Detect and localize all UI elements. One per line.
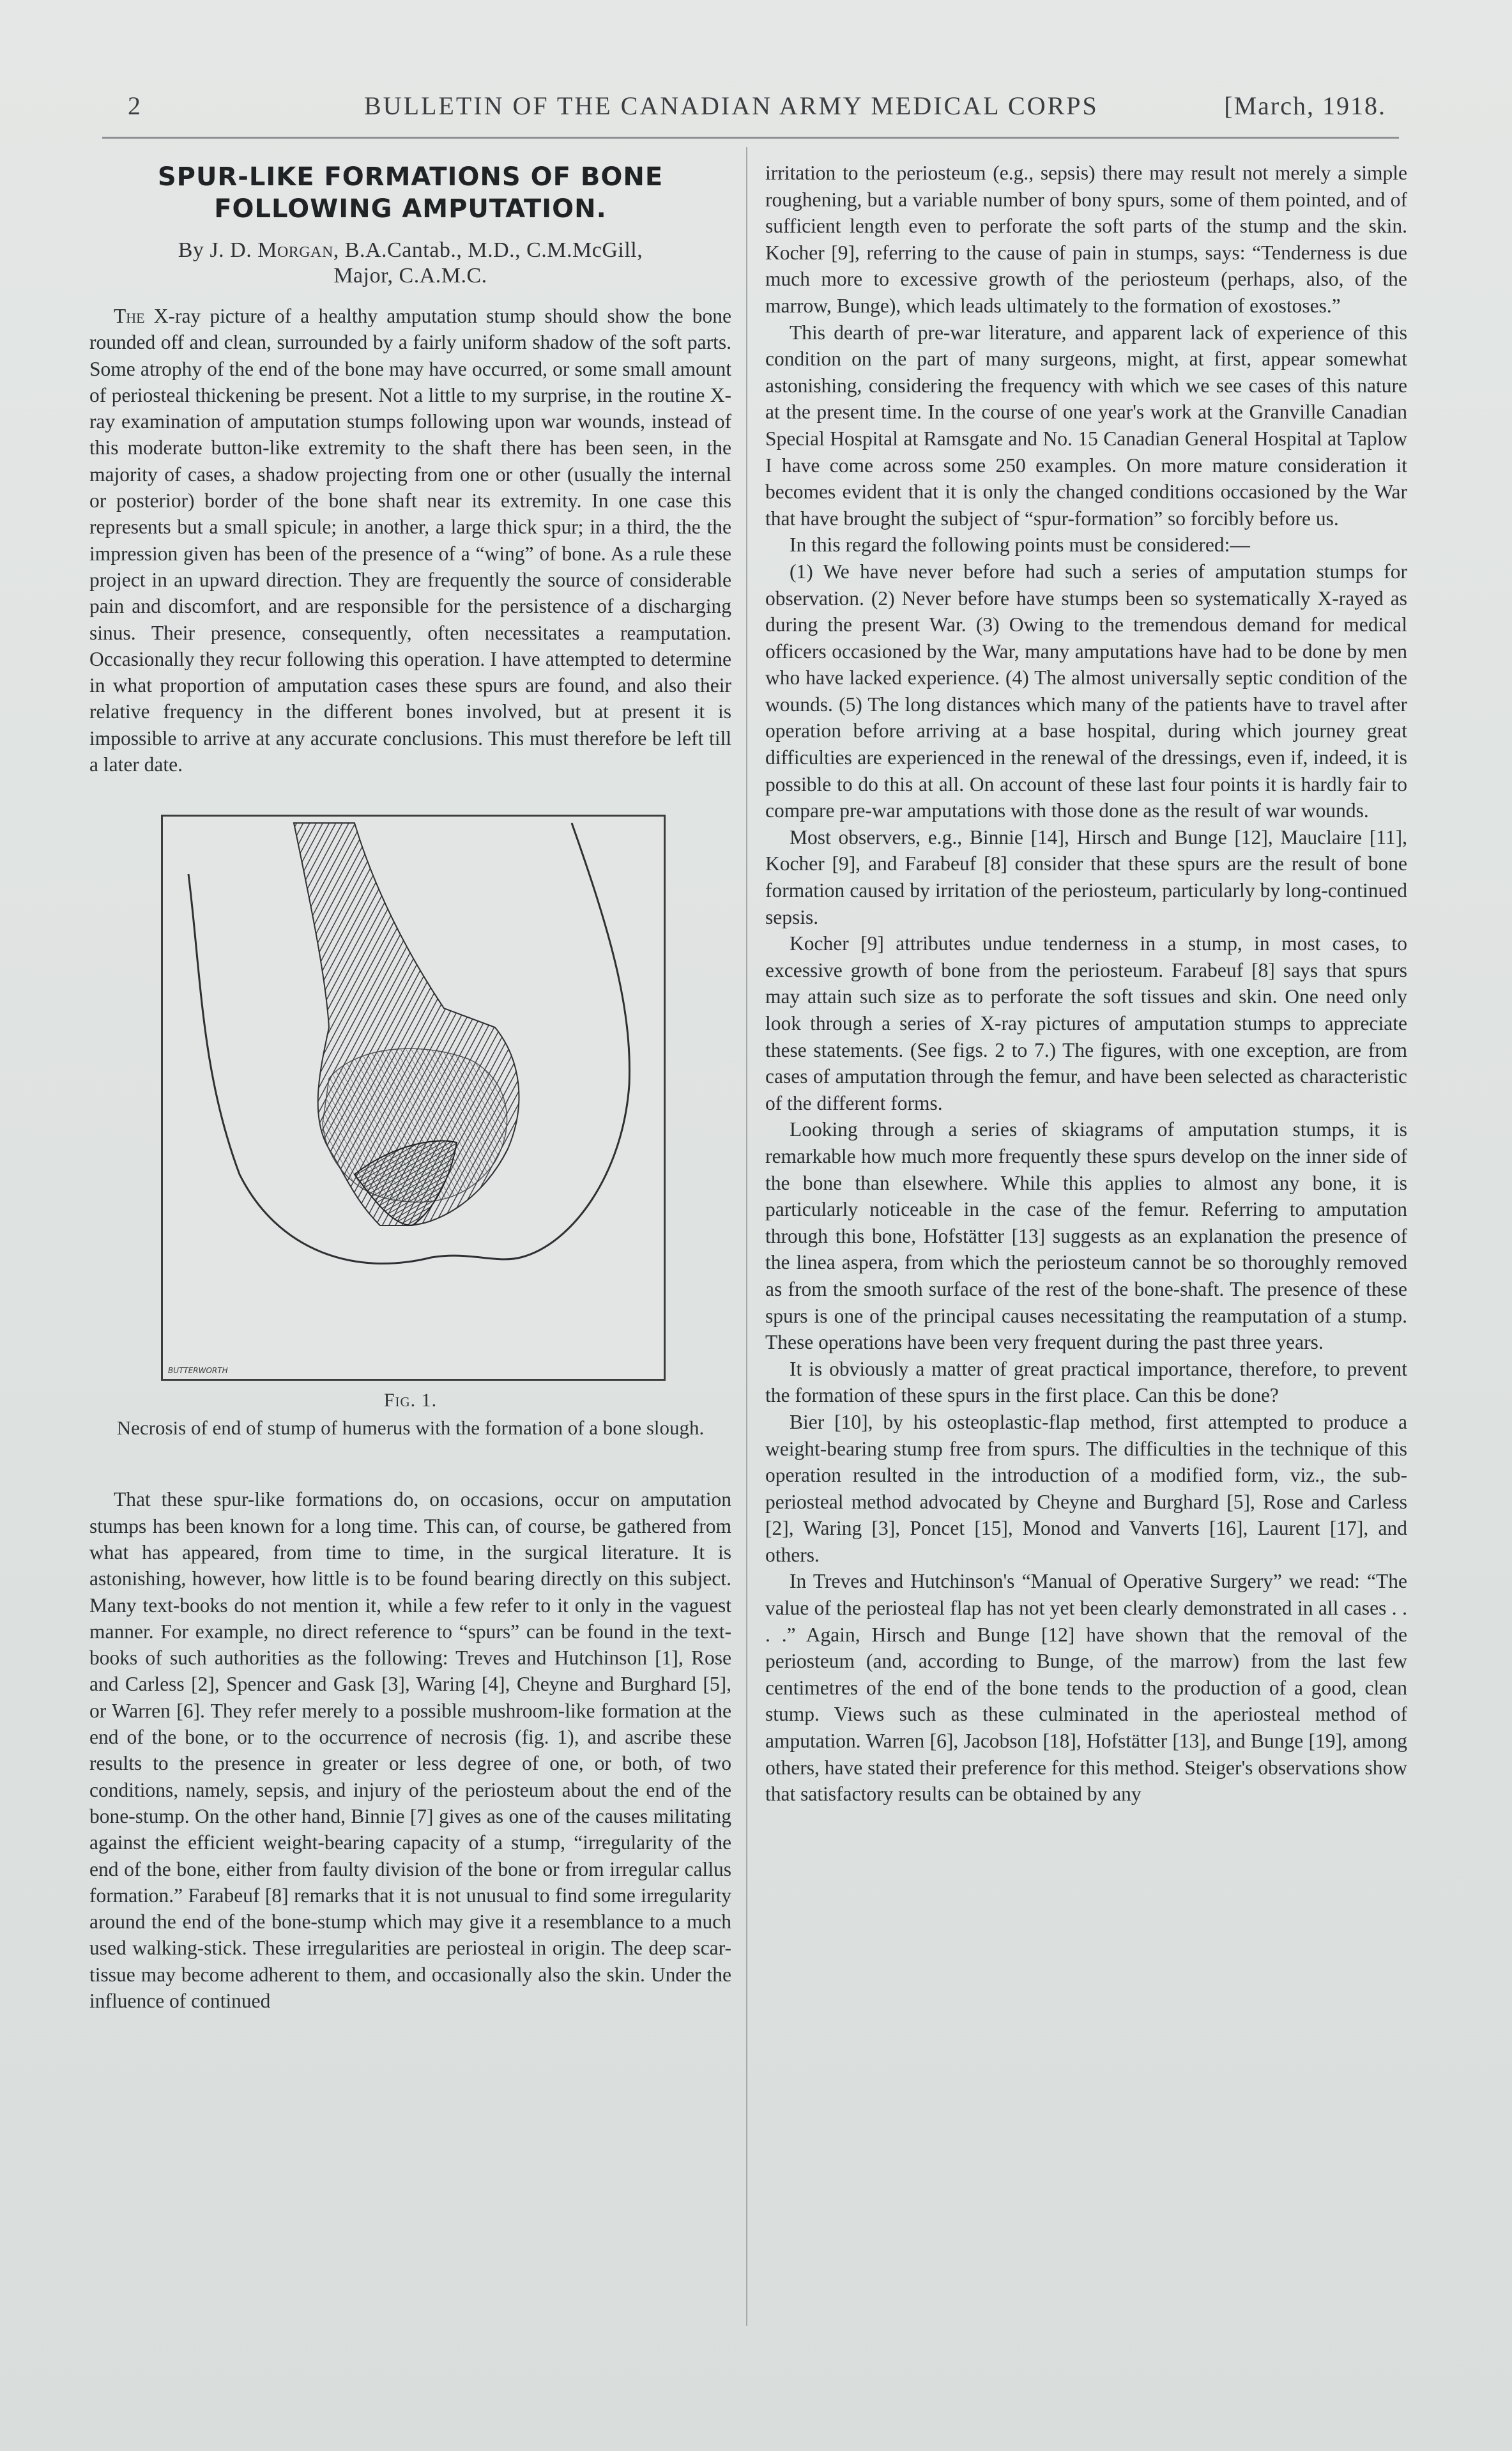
right-paragraph-8: It is obviously a matter of great practical importance, therefore, to prevent the formation of these spurs in the first place. Can this be done?	[765, 1357, 1407, 1407]
xray-illustration	[163, 817, 664, 1379]
byline-prefix: By	[178, 238, 210, 262]
right-paragraph-6: Kocher [9] attributes undue tenderness in a stump, in most cases, to excessive growth of bone from the periosteum. Farabeuf [8] says that spurs may attain such size as to perforate the soft tissues and skin. One need only look through a series of X-ray pictures of amputation stumps to appreciate these statements. (See figs. 2 to 7.) The figures, with one exception, are from cases of amputation through the femur, and have been selected as characteristic of the different forms.	[765, 932, 1407, 1114]
right-paragraph-5: Most observers, e.g., Binnie [14], Hirsch and Bunge [12], Mauclaire [11], Kocher [9], and Farabeuf [8] consider that these spurs are the result of bone formation caused by irritation of the periosteum, particularly by long-continued sepsis.	[765, 826, 1407, 928]
left-column	[89, 160, 731, 2014]
left-lower-section	[89, 1486, 731, 2014]
intro-section	[89, 303, 731, 778]
right-paragraph-10: In Treves and Hutchinson's “Manual of Operative Surgery” we read: “The value of the periosteal flap has not yet been clearly demonstrated in all cases . . . .” Again, Hirsch and Bunge [12] have shown that the removal of the periosteum (and, according to Bunge, of the marrow) from the last few centimetres of the end of the bone tends to the production of a good, clean stump. Views such as these culminated in the aperiosteal method of amputation. Warren [6], Jacobson [18], Hofstätter [13], and Bunge [19], among others, have stated their preference for this method. Steiger's observations show that satisfactory results can be obtained by any	[765, 1570, 1407, 1806]
right-column	[765, 160, 1407, 1808]
intro-lead-word: The	[114, 305, 145, 327]
right-paragraph-4: (1) We have never before had such a series of amputation stumps for observation. (2) Never before have stumps been so systematically X-rayed as during the present War. (3) Owing to the tremendous demand for medical officers occasioned by the War, many amputations have had to be done by men who have lacked experience. (4) The almost universally septic condition of the wounds. (5) The long distances which many of the patients have to travel after operation before arriving at a base hospital, during which journey great difficulties are experienced in the renewal of the dressings, even if, indeed, it is possible to do this at all. On account of these last four points it is hardly fair to compare pre-war amputations with those done as the result of war wounds.	[765, 560, 1407, 822]
figure-label	[89, 1390, 731, 1411]
figure-signature: BUTTERWORTH	[168, 1366, 228, 1376]
page-number: 2	[128, 91, 142, 120]
author-degrees: , B.A.Cantab., M.D., C.M.McGill,	[333, 238, 643, 262]
article-title-line-1: SPUR-LIKE FORMATIONS OF BONE	[157, 162, 664, 192]
intro-text: X-ray picture of a healthy amputation stump should show the bone rounded off and clean, surrounded by a fairly uniform shadow of the soft parts. Some atrophy of the end of the bone may have occurred, or some small amount of periosteal thickening be present. Not a little to my surprise, in the routine X-ray examination of amputation stumps following upon war wounds, instead of this moderate button-like extremity to the shaft there has been seen, in the majority of cases, a shadow projecting from one or other (usually the internal or posterior) border of the bone shaft near its extremity. In one case this represents but a small spicule; in another, a large thick spur; in a third, the the impression given has been of the presence of a “wing” of bone. As a rule these project in an upward direction. They are frequently the source of considerable pain and discomfort, and are responsible for the persistence of a discharging sinus. Their presence, consequently, often necessitates a reamputation. Occasionally they recur following this operation. I have attempted to determine in what proportion of amputation cases these spurs are found, and also their relative frequency in the different bones involved, but at present it is impossible to arrive at any accurate conclusions. This must therefore be left till a later date.	[89, 305, 731, 776]
right-paragraph-9: Bier [10], by his osteoplastic-flap method, first attempted to produce a weight-bearing stump free from spurs. The difficulties in the technique of this operation resulted in the introduction of a modified form, viz., the sub-periosteal method advocated by Cheyne and Burghard [5], Rose and Carless [2], Waring [3], Poncet [15], Monod and Vanverts [16], Laurent [17], and others.	[765, 1410, 1407, 1566]
journal-title: BULLETIN OF THE CANADIAN ARMY MEDICAL CORPS	[364, 91, 1099, 120]
header-rule	[102, 137, 1399, 139]
byline	[89, 238, 731, 289]
article-title-line-2: FOLLOWING AMPUTATION.	[214, 194, 607, 224]
author-name: J. D. Morgan	[210, 238, 333, 262]
byline-line-1	[89, 238, 731, 263]
right-paragraph-7: Looking through a series of skiagrams of amputation stumps, it is remarkable how much more frequently these spurs develop on the inner side of the bone than elsewhere. While this applies to almost any bone, it is particularly noticeable in the case of the femur. Referring to amputation through this bone, Hofstätter [13] suggests as an explanation the presence of the linea aspera, from which the periosteum cannot be so thoroughly removed as from the smooth surface of the rest of the bone-shaft. The presence of these spurs is one of the principal causes necessitating the reamputation of a stump. These operations have been very frequent during the past three years.	[765, 1118, 1407, 1354]
right-paragraph-2: This dearth of pre-war literature, and apparent lack of experience of this condition on the part of many surgeons, might, at first, appear somewhat astonishing, considering the frequency with which we see cases of this nature at the present time. In the course of one year's work at the Granville Canadian Special Hospital at Ramsgate and No. 15 Canadian General Hospital at Taplow I have come across some 250 examples. On more mature consideration it becomes evident that it is only the changed conditions occasioned by the War that have brought the subject of “spur-formation” so forcibly before us.	[765, 321, 1407, 530]
byline-line-2: Major, C.A.M.C.	[333, 264, 487, 288]
right-paragraph-3: In this regard the following points must be considered:—	[790, 534, 1250, 557]
figure-label-text: Fig. 1.	[383, 1390, 438, 1411]
figure-1	[89, 815, 731, 1440]
intro-paragraph	[89, 303, 731, 778]
right-paragraph-1: irritation to the periosteum (e.g., sepsis) there may result not merely a simple roughening, but a variable number of bony spurs, some of them pointed, and of sufficient length even to perforate the soft parts of the stump and the skin. Kocher [9], referring to the cause of pain in stumps, says: “Tenderness is due much more to excessive growth of the periosteum (perhaps, also, of the marrow, Bunge), which leads ultimately to the formation of exostoses.”	[765, 162, 1407, 317]
issue-date: [March, 1918.	[1224, 91, 1386, 120]
running-header	[128, 91, 1386, 129]
figure-1-image	[161, 815, 666, 1381]
figure-caption: Necrosis of end of stump of humerus with the formation of a bone slough.	[116, 1417, 705, 1440]
column-divider	[746, 147, 747, 2326]
left-lower-paragraph: That these spur-like formations do, on occasions, occur on amputation stumps has been known for a long time. This can, of course, be gathered from what has appeared, from time to time, in the surgical literature. It is astonishing, however, how little is to be found bearing directly on this subject. Many text-books do not mention it, while a few refer to it only in the vaguest manner. For example, no direct reference to “spurs” can be found in the text-books of such authorities as the following: Treves and Hutchinson [1], Rose and Carless [2], Spencer and Gask [3], Waring [4], Cheyne and Burghard [5], or Warren [6]. They refer merely to a possible mushroom-like formation at the end of the bone, or to the occurrence of necrosis (fig. 1), and ascribe these results to the presence in greater or less degree of one, or both, of two conditions, namely, sepsis, and injury of the periosteum about the end of the bone-stump. On the other hand, Binnie [7] gives as one of the causes militating against the efficient weight-bearing capacity of a stump, “irregularity of the end of the bone, either from faulty division of the bone or from irregular callus formation.” Farabeuf [8] remarks that it is not unusual to find some irregularity around the end of the bone-stump which may give it a resemblance to a much used walking-stick. These irregularities are periosteal in origin. The deep scar-tissue may become adherent to them, and occasionally also the skin. Under the influence of continued	[89, 1488, 731, 2012]
article-title	[89, 161, 731, 225]
